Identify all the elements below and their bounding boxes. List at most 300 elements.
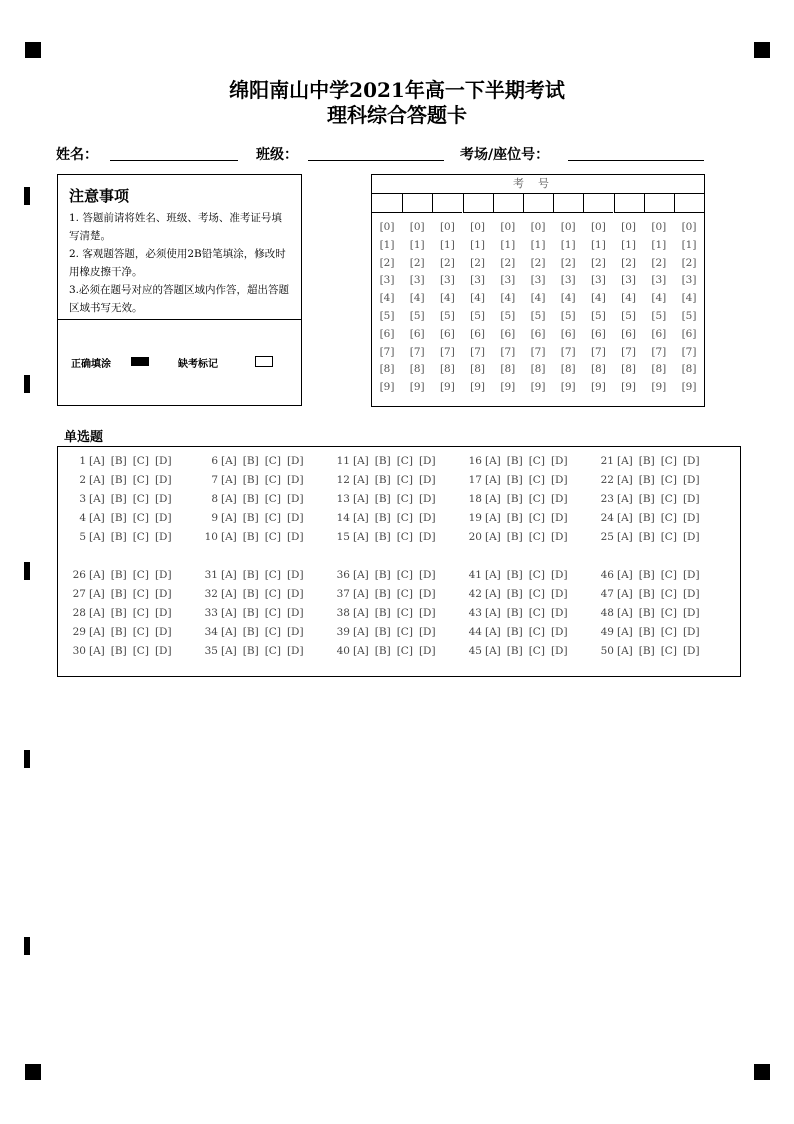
answer-bubble[interactable]: [B] (110, 455, 127, 467)
exam-digit-bubble[interactable]: [2] (651, 256, 667, 269)
exam-digit-bubble[interactable]: [0] (621, 221, 637, 233)
answer-bubble[interactable]: [C] (264, 626, 281, 638)
exam-digit-bubble[interactable]: [2] (681, 256, 697, 269)
answer-bubble[interactable]: [B] (242, 607, 259, 619)
answer-bubble[interactable]: [C] (660, 474, 677, 486)
exam-digit-bubble[interactable]: [0] (470, 221, 486, 233)
exam-digit-bubble[interactable]: [7] (560, 345, 576, 358)
answer-bubble[interactable]: [C] (660, 493, 677, 505)
answer-bubble[interactable]: [D] (418, 626, 436, 638)
exam-digit-bubble[interactable]: [5] (379, 310, 395, 322)
exam-digit-bubble[interactable]: [1] (560, 238, 576, 251)
answer-bubble[interactable]: [B] (242, 588, 259, 600)
answer-bubble[interactable]: [B] (242, 512, 259, 524)
answer-bubble[interactable]: [B] (506, 474, 523, 486)
answer-bubble[interactable]: [D] (286, 474, 304, 486)
answer-bubble[interactable]: [C] (528, 607, 545, 619)
exam-digit-bubble[interactable]: [1] (621, 238, 637, 251)
exam-digit-bubble[interactable]: [8] (409, 363, 425, 376)
answer-bubble[interactable]: [D] (682, 626, 700, 638)
exam-number-digit-box[interactable] (674, 194, 704, 213)
exam-digit-bubble[interactable]: [1] (500, 238, 516, 251)
answer-bubble[interactable]: [A] (221, 531, 237, 543)
answer-bubble[interactable]: [B] (506, 455, 523, 467)
exam-digit-bubble[interactable]: [0] (409, 221, 425, 233)
answer-bubble[interactable]: [D] (286, 626, 304, 638)
answer-bubble[interactable]: [B] (638, 493, 655, 505)
answer-bubble[interactable]: [D] (154, 455, 172, 467)
answer-bubble[interactable]: [A] (221, 455, 237, 467)
exam-digit-bubble[interactable]: [7] (439, 345, 455, 358)
exam-digit-bubble[interactable]: [3] (470, 274, 486, 287)
answer-bubble[interactable]: [A] (485, 455, 501, 467)
answer-bubble[interactable]: [A] (221, 569, 237, 581)
answer-bubble[interactable]: [B] (374, 607, 391, 619)
exam-digit-bubble[interactable]: [0] (590, 221, 606, 233)
exam-digit-bubble[interactable]: [8] (470, 363, 486, 376)
answer-bubble[interactable]: [B] (110, 588, 127, 600)
answer-bubble[interactable]: [C] (660, 588, 677, 600)
answer-bubble[interactable]: [B] (638, 626, 655, 638)
answer-bubble[interactable]: [C] (264, 474, 281, 486)
answer-bubble[interactable]: [D] (418, 493, 436, 505)
exam-digit-bubble[interactable]: [1] (651, 238, 667, 251)
answer-bubble[interactable]: [C] (396, 531, 413, 543)
answer-bubble[interactable]: [C] (132, 569, 149, 581)
answer-bubble[interactable]: [C] (132, 531, 149, 543)
exam-digit-bubble[interactable]: [7] (500, 345, 516, 358)
exam-digit-bubble[interactable]: [5] (621, 310, 637, 322)
answer-bubble[interactable]: [A] (617, 626, 633, 638)
answer-bubble[interactable]: [C] (396, 512, 413, 524)
answer-bubble[interactable]: [C] (528, 455, 545, 467)
answer-bubble[interactable]: [C] (396, 455, 413, 467)
answer-bubble[interactable]: [C] (132, 588, 149, 600)
answer-bubble[interactable]: [D] (286, 588, 304, 600)
exam-digit-bubble[interactable]: [0] (439, 221, 455, 233)
answer-bubble[interactable]: [D] (418, 607, 436, 619)
exam-digit-bubble[interactable]: [7] (681, 345, 697, 358)
exam-number-digit-box[interactable] (432, 194, 462, 213)
answer-bubble[interactable]: [D] (418, 474, 436, 486)
answer-bubble[interactable]: [A] (353, 512, 369, 524)
answer-bubble[interactable]: [D] (154, 588, 172, 600)
answer-bubble[interactable]: [C] (264, 645, 281, 657)
answer-bubble[interactable]: [C] (264, 493, 281, 505)
answer-bubble[interactable]: [A] (221, 493, 237, 505)
answer-bubble[interactable]: [C] (396, 493, 413, 505)
exam-digit-bubble[interactable]: [4] (530, 292, 546, 305)
exam-digit-bubble[interactable]: [2] (530, 256, 546, 269)
answer-bubble[interactable]: [D] (154, 569, 172, 581)
exam-digit-bubble[interactable]: [4] (651, 292, 667, 305)
answer-bubble[interactable]: [D] (550, 607, 568, 619)
answer-bubble[interactable]: [B] (638, 531, 655, 543)
answer-bubble[interactable]: [A] (221, 645, 237, 657)
answer-bubble[interactable]: [D] (154, 645, 172, 657)
answer-bubble[interactable]: [A] (617, 588, 633, 600)
answer-bubble[interactable]: [C] (660, 455, 677, 467)
answer-bubble[interactable]: [B] (506, 531, 523, 543)
answer-bubble[interactable]: [B] (242, 626, 259, 638)
exam-digit-bubble[interactable]: [4] (500, 292, 516, 305)
exam-digit-bubble[interactable]: [4] (379, 292, 395, 305)
exam-digit-bubble[interactable]: [6] (681, 327, 697, 340)
exam-digit-bubble[interactable]: [2] (439, 256, 455, 269)
exam-digit-bubble[interactable]: [2] (470, 256, 486, 269)
answer-bubble[interactable]: [B] (374, 493, 391, 505)
answer-bubble[interactable]: [D] (682, 569, 700, 581)
exam-digit-bubble[interactable]: [4] (470, 292, 486, 305)
answer-bubble[interactable]: [C] (528, 493, 545, 505)
answer-bubble[interactable]: [A] (617, 531, 633, 543)
absent-checkbox[interactable] (255, 356, 273, 367)
answer-bubble[interactable]: [C] (660, 607, 677, 619)
answer-bubble[interactable]: [A] (221, 626, 237, 638)
exam-number-digit-box[interactable] (614, 194, 644, 213)
exam-digit-bubble[interactable]: [9] (590, 381, 606, 394)
answer-bubble[interactable]: [D] (550, 569, 568, 581)
answer-bubble[interactable]: [B] (506, 569, 523, 581)
exam-digit-bubble[interactable]: [5] (409, 310, 425, 322)
answer-bubble[interactable]: [C] (660, 626, 677, 638)
answer-bubble[interactable]: [D] (286, 512, 304, 524)
answer-bubble[interactable]: [B] (374, 512, 391, 524)
exam-digit-bubble[interactable]: [2] (590, 256, 606, 269)
answer-bubble[interactable]: [D] (154, 493, 172, 505)
answer-bubble[interactable]: [A] (89, 626, 105, 638)
answer-bubble[interactable]: [B] (506, 512, 523, 524)
answer-bubble[interactable]: [A] (353, 455, 369, 467)
exam-digit-bubble[interactable]: [2] (560, 256, 576, 269)
answer-bubble[interactable]: [A] (617, 455, 633, 467)
answer-bubble[interactable]: [A] (485, 512, 501, 524)
answer-bubble[interactable]: [A] (617, 474, 633, 486)
answer-bubble[interactable]: [A] (221, 607, 237, 619)
answer-bubble[interactable]: [D] (154, 474, 172, 486)
exam-digit-bubble[interactable]: [9] (409, 381, 425, 394)
exam-digit-bubble[interactable]: [7] (409, 345, 425, 358)
answer-bubble[interactable]: [C] (132, 512, 149, 524)
answer-bubble[interactable]: [A] (221, 512, 237, 524)
answer-bubble[interactable]: [C] (396, 645, 413, 657)
answer-bubble[interactable]: [D] (682, 493, 700, 505)
answer-bubble[interactable]: [C] (528, 569, 545, 581)
answer-bubble[interactable]: [D] (286, 645, 304, 657)
answer-bubble[interactable]: [A] (617, 569, 633, 581)
exam-digit-bubble[interactable]: [2] (621, 256, 637, 269)
answer-bubble[interactable]: [A] (89, 588, 105, 600)
answer-bubble[interactable]: [B] (110, 493, 127, 505)
answer-bubble[interactable]: [C] (660, 531, 677, 543)
answer-bubble[interactable]: [A] (485, 569, 501, 581)
answer-bubble[interactable]: [D] (154, 512, 172, 524)
exam-digit-bubble[interactable]: [8] (500, 363, 516, 376)
answer-bubble[interactable]: [B] (506, 607, 523, 619)
exam-digit-bubble[interactable]: [2] (379, 256, 395, 269)
exam-digit-bubble[interactable]: [9] (560, 381, 576, 394)
exam-digit-bubble[interactable]: [2] (409, 256, 425, 269)
exam-digit-bubble[interactable]: [6] (470, 327, 486, 340)
answer-bubble[interactable]: [A] (353, 569, 369, 581)
answer-bubble[interactable]: [B] (506, 645, 523, 657)
answer-bubble[interactable]: [B] (638, 607, 655, 619)
answer-bubble[interactable]: [A] (485, 607, 501, 619)
exam-digit-bubble[interactable]: [6] (560, 327, 576, 340)
exam-digit-bubble[interactable]: [1] (439, 238, 455, 251)
answer-bubble[interactable]: [C] (264, 607, 281, 619)
answer-bubble[interactable]: [D] (418, 588, 436, 600)
exam-digit-bubble[interactable]: [9] (651, 381, 667, 394)
answer-bubble[interactable]: [B] (110, 569, 127, 581)
answer-bubble[interactable]: [C] (396, 474, 413, 486)
answer-bubble[interactable]: [C] (660, 512, 677, 524)
answer-bubble[interactable]: [D] (682, 512, 700, 524)
answer-bubble[interactable]: [B] (374, 569, 391, 581)
answer-bubble[interactable]: [B] (242, 645, 259, 657)
answer-bubble[interactable]: [D] (418, 531, 436, 543)
answer-bubble[interactable]: [C] (132, 493, 149, 505)
exam-digit-bubble[interactable]: [8] (681, 363, 697, 376)
answer-bubble[interactable]: [D] (418, 645, 436, 657)
answer-bubble[interactable]: [A] (353, 626, 369, 638)
answer-bubble[interactable]: [D] (682, 531, 700, 543)
exam-digit-bubble[interactable]: [9] (470, 381, 486, 394)
answer-bubble[interactable]: [B] (110, 645, 127, 657)
answer-bubble[interactable]: [D] (550, 493, 568, 505)
answer-bubble[interactable]: [D] (682, 607, 700, 619)
exam-digit-bubble[interactable]: [9] (530, 381, 546, 394)
exam-digit-bubble[interactable]: [7] (590, 345, 606, 358)
exam-number-digit-box[interactable] (523, 194, 553, 213)
answer-bubble[interactable]: [C] (396, 607, 413, 619)
exam-digit-bubble[interactable]: [8] (651, 363, 667, 376)
answer-bubble[interactable]: [B] (110, 531, 127, 543)
exam-number-digit-box[interactable] (583, 194, 613, 213)
exam-digit-bubble[interactable]: [8] (530, 363, 546, 376)
exam-digit-bubble[interactable]: [3] (651, 274, 667, 287)
answer-bubble[interactable]: [C] (264, 569, 281, 581)
answer-bubble[interactable]: [A] (485, 493, 501, 505)
answer-bubble[interactable]: [D] (550, 645, 568, 657)
answer-bubble[interactable]: [B] (110, 626, 127, 638)
answer-bubble[interactable]: [B] (374, 626, 391, 638)
answer-bubble[interactable]: [B] (242, 531, 259, 543)
exam-number-digit-box[interactable] (372, 194, 402, 213)
answer-bubble[interactable]: [B] (506, 493, 523, 505)
answer-bubble[interactable]: [A] (353, 474, 369, 486)
exam-digit-bubble[interactable]: [6] (409, 327, 425, 340)
answer-bubble[interactable]: [A] (353, 645, 369, 657)
answer-bubble[interactable]: [A] (485, 645, 501, 657)
answer-bubble[interactable]: [B] (638, 569, 655, 581)
answer-bubble[interactable]: [B] (110, 512, 127, 524)
answer-bubble[interactable]: [D] (154, 607, 172, 619)
exam-digit-bubble[interactable]: [7] (530, 345, 546, 358)
answer-bubble[interactable]: [C] (264, 531, 281, 543)
answer-bubble[interactable]: [C] (132, 607, 149, 619)
exam-digit-bubble[interactable]: [7] (379, 345, 395, 358)
exam-digit-bubble[interactable]: [5] (500, 310, 516, 322)
exam-number-digit-box[interactable] (493, 194, 523, 213)
answer-bubble[interactable]: [A] (89, 474, 105, 486)
answer-bubble[interactable]: [B] (374, 588, 391, 600)
answer-bubble[interactable]: [D] (286, 493, 304, 505)
exam-digit-bubble[interactable]: [1] (681, 238, 697, 251)
answer-bubble[interactable]: [B] (638, 474, 655, 486)
answer-bubble[interactable]: [A] (89, 569, 105, 581)
exam-digit-bubble[interactable]: [5] (681, 310, 697, 322)
answer-bubble[interactable]: [C] (264, 455, 281, 467)
answer-bubble[interactable]: [C] (528, 512, 545, 524)
answer-bubble[interactable]: [C] (396, 569, 413, 581)
exam-digit-bubble[interactable]: [1] (530, 238, 546, 251)
exam-digit-bubble[interactable]: [7] (651, 345, 667, 358)
exam-digit-bubble[interactable]: [0] (560, 221, 576, 233)
answer-bubble[interactable]: [B] (638, 645, 655, 657)
answer-bubble[interactable]: [A] (617, 493, 633, 505)
exam-digit-bubble[interactable]: [7] (621, 345, 637, 358)
answer-bubble[interactable]: [D] (286, 607, 304, 619)
exam-digit-bubble[interactable]: [8] (379, 363, 395, 376)
exam-digit-bubble[interactable]: [8] (439, 363, 455, 376)
answer-bubble[interactable]: [B] (638, 455, 655, 467)
answer-bubble[interactable]: [A] (89, 455, 105, 467)
exam-digit-bubble[interactable]: [9] (379, 381, 395, 394)
exam-digit-bubble[interactable]: [6] (530, 327, 546, 340)
answer-bubble[interactable]: [C] (132, 645, 149, 657)
exam-digit-bubble[interactable]: [4] (409, 292, 425, 305)
exam-number-digit-box[interactable] (553, 194, 583, 213)
answer-bubble[interactable]: [D] (550, 455, 568, 467)
answer-bubble[interactable]: [D] (286, 569, 304, 581)
answer-bubble[interactable]: [C] (132, 455, 149, 467)
answer-bubble[interactable]: [B] (242, 455, 259, 467)
answer-bubble[interactable]: [A] (485, 588, 501, 600)
exam-digit-bubble[interactable]: [4] (560, 292, 576, 305)
exam-digit-bubble[interactable]: [6] (379, 327, 395, 340)
exam-digit-bubble[interactable]: [6] (651, 327, 667, 340)
exam-digit-bubble[interactable]: [6] (621, 327, 637, 340)
answer-bubble[interactable]: [A] (221, 474, 237, 486)
exam-number-digit-box[interactable] (402, 194, 432, 213)
seat-field[interactable] (568, 160, 704, 161)
answer-bubble[interactable]: [B] (374, 531, 391, 543)
exam-digit-bubble[interactable]: [5] (590, 310, 606, 322)
answer-bubble[interactable]: [D] (550, 626, 568, 638)
answer-bubble[interactable]: [C] (264, 588, 281, 600)
class-field[interactable] (308, 160, 444, 161)
exam-digit-bubble[interactable]: [5] (651, 310, 667, 322)
answer-bubble[interactable]: [D] (418, 455, 436, 467)
answer-bubble[interactable]: [D] (550, 474, 568, 486)
answer-bubble[interactable]: [C] (528, 531, 545, 543)
exam-digit-bubble[interactable]: [4] (621, 292, 637, 305)
answer-bubble[interactable]: [D] (682, 645, 700, 657)
answer-bubble[interactable]: [D] (682, 588, 700, 600)
exam-digit-bubble[interactable]: [9] (681, 381, 697, 394)
answer-bubble[interactable]: [C] (396, 626, 413, 638)
answer-bubble[interactable]: [D] (418, 569, 436, 581)
exam-digit-bubble[interactable]: [5] (530, 310, 546, 322)
answer-bubble[interactable]: [B] (242, 474, 259, 486)
answer-bubble[interactable]: [D] (286, 455, 304, 467)
answer-bubble[interactable]: [A] (485, 531, 501, 543)
answer-bubble[interactable]: [B] (242, 569, 259, 581)
exam-digit-bubble[interactable]: [1] (470, 238, 486, 251)
answer-bubble[interactable]: [D] (682, 474, 700, 486)
exam-digit-bubble[interactable]: [3] (621, 274, 637, 287)
exam-digit-bubble[interactable]: [4] (590, 292, 606, 305)
exam-digit-bubble[interactable]: [0] (681, 221, 697, 233)
answer-bubble[interactable]: [A] (485, 474, 501, 486)
answer-bubble[interactable]: [B] (110, 607, 127, 619)
exam-digit-bubble[interactable]: [7] (470, 345, 486, 358)
exam-digit-bubble[interactable]: [3] (409, 274, 425, 287)
exam-digit-bubble[interactable]: [6] (439, 327, 455, 340)
answer-bubble[interactable]: [A] (89, 512, 105, 524)
answer-bubble[interactable]: [C] (528, 474, 545, 486)
answer-bubble[interactable]: [A] (617, 512, 633, 524)
answer-bubble[interactable]: [A] (353, 607, 369, 619)
exam-digit-bubble[interactable]: [3] (590, 274, 606, 287)
answer-bubble[interactable]: [A] (353, 588, 369, 600)
answer-bubble[interactable]: [C] (660, 569, 677, 581)
exam-digit-bubble[interactable]: [3] (379, 274, 395, 287)
exam-digit-bubble[interactable]: [6] (500, 327, 516, 340)
exam-digit-bubble[interactable]: [9] (439, 381, 455, 394)
exam-digit-bubble[interactable]: [3] (439, 274, 455, 287)
answer-bubble[interactable]: [A] (89, 645, 105, 657)
exam-digit-bubble[interactable]: [8] (621, 363, 637, 376)
exam-digit-bubble[interactable]: [3] (530, 274, 546, 287)
exam-number-digit-box[interactable] (463, 194, 493, 213)
exam-digit-bubble[interactable]: [8] (590, 363, 606, 376)
exam-digit-bubble[interactable]: [5] (470, 310, 486, 322)
answer-bubble[interactable]: [B] (110, 474, 127, 486)
answer-bubble[interactable]: [C] (528, 645, 545, 657)
answer-bubble[interactable]: [A] (617, 645, 633, 657)
answer-bubble[interactable]: [C] (660, 645, 677, 657)
exam-digit-bubble[interactable]: [1] (379, 238, 395, 251)
exam-digit-bubble[interactable]: [0] (530, 221, 546, 233)
exam-digit-bubble[interactable]: [6] (590, 327, 606, 340)
exam-number-digit-box[interactable] (644, 194, 674, 213)
exam-digit-bubble[interactable]: [8] (560, 363, 576, 376)
answer-bubble[interactable]: [A] (89, 531, 105, 543)
answer-bubble[interactable]: [D] (154, 531, 172, 543)
answer-bubble[interactable]: [A] (485, 626, 501, 638)
answer-bubble[interactable]: [C] (132, 474, 149, 486)
name-field[interactable] (110, 160, 238, 161)
answer-bubble[interactable]: [B] (506, 626, 523, 638)
exam-digit-bubble[interactable]: [3] (500, 274, 516, 287)
answer-bubble[interactable]: [A] (617, 607, 633, 619)
answer-bubble[interactable]: [C] (528, 588, 545, 600)
exam-digit-bubble[interactable]: [4] (439, 292, 455, 305)
exam-digit-bubble[interactable]: [0] (500, 221, 516, 233)
answer-bubble[interactable]: [C] (264, 512, 281, 524)
exam-digit-bubble[interactable]: [4] (681, 292, 697, 305)
answer-bubble[interactable]: [B] (374, 474, 391, 486)
exam-digit-bubble[interactable]: [1] (409, 238, 425, 251)
answer-bubble[interactable]: [D] (286, 531, 304, 543)
answer-bubble[interactable]: [C] (396, 588, 413, 600)
exam-digit-bubble[interactable]: [0] (651, 221, 667, 233)
exam-digit-bubble[interactable]: [9] (621, 381, 637, 394)
exam-digit-bubble[interactable]: [5] (560, 310, 576, 322)
answer-bubble[interactable]: [A] (89, 493, 105, 505)
